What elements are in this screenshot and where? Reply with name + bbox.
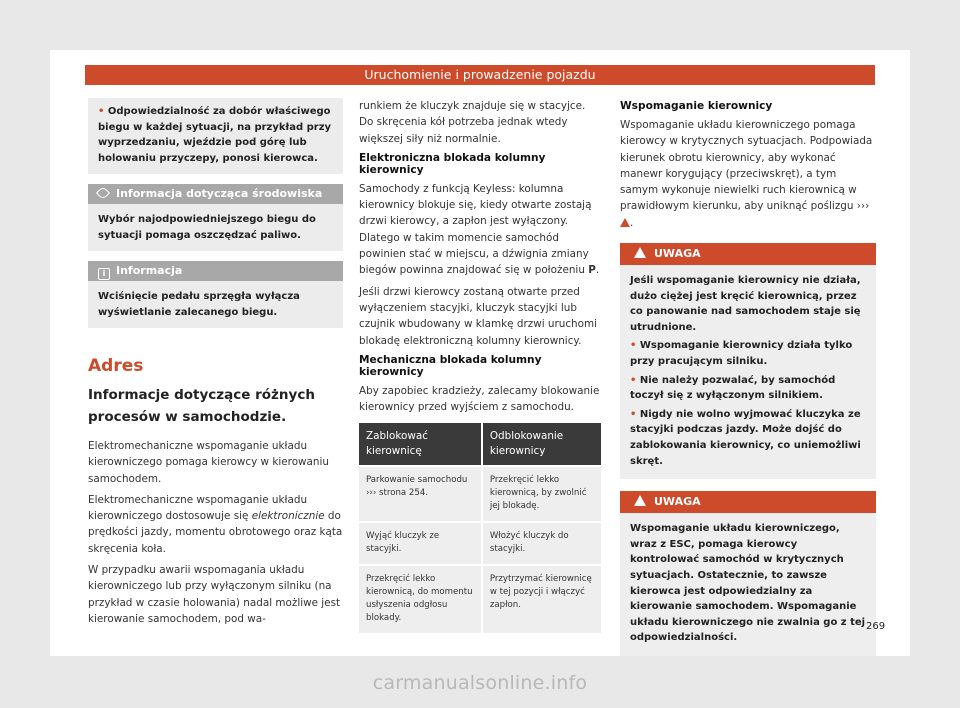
page-number: 269 bbox=[866, 621, 886, 632]
bullet: • bbox=[98, 106, 105, 117]
warning-title: UWAGA bbox=[654, 495, 701, 509]
page-header: Uruchomienie i prowadzenie pojazdu bbox=[85, 65, 875, 85]
warning-box bbox=[620, 491, 876, 656]
subheading: Wspomaganie kierownicy bbox=[620, 100, 773, 112]
paragraph: W przypadku awarii wspomagania układu kierowniczego lub przy wyłączonym silniku (na przykład w czasie holowania) nadal możliwe jest kierowanie samochodem, pod wa- bbox=[88, 564, 341, 625]
list-item: • Wspomaganie kierownicy działa tylko przy pracującym silniku. bbox=[630, 340, 853, 368]
subheading: Mechaniczna blokada kolumny kierownicy bbox=[359, 353, 542, 378]
table-cell: Przekręcić lekko kierownicą, do momentu usłyszenia odgłosu blokady. bbox=[359, 565, 482, 633]
table-row bbox=[359, 565, 601, 633]
table-header: Odblokowanie kierownicy bbox=[482, 423, 601, 466]
warning-title: UWAGA bbox=[654, 247, 701, 261]
responsibility-text: Odpowiedzialność za dobór właściwego biegu w każdej sytuacji, na przykład przy wyprzedzaniu, wjeździe pod górę lub holowaniu przyczepy, ponosi kierowca. bbox=[98, 106, 332, 164]
environment-text: Wybór najodpowiedniejszego biegu do sytuacji pomaga oszczędzać paliwo. bbox=[98, 214, 316, 241]
column-3 bbox=[620, 98, 876, 668]
column-2 bbox=[359, 98, 601, 633]
steering-lock-table bbox=[359, 423, 601, 633]
table-row bbox=[359, 522, 601, 565]
leaf-icon bbox=[96, 186, 110, 200]
environment-title: Informacja dotycząca środowiska bbox=[116, 187, 323, 200]
paragraph: Wspomaganie układu kierowniczego pomaga kierowcy w krytycznych sytuacjach. Podpowiada kierunek obrotu kierownicy, aby wykonać manewr korygujący (przeciwskręt), a tym samym wykonuje niewielki ruch kierownicą w prawidłowym kierunku, aby uniknąć poślizgu ››› . bbox=[620, 119, 873, 229]
warning-icon bbox=[634, 247, 646, 258]
table-cell: Przytrzymać kierownicę w tej pozycji i włączyć zapłon. bbox=[482, 565, 601, 633]
warning-text: Jeśli wspomaganie kierownicy nie działa, dużo ciężej jest kręcić kierownicą, przez co panowanie nad samochodem staje się utrudnione. bbox=[630, 275, 861, 333]
info-box bbox=[88, 261, 343, 328]
warning-box bbox=[620, 243, 876, 479]
table-cell: Wyjąć kluczyk ze stacyjki. bbox=[359, 522, 482, 565]
info-icon: i bbox=[98, 268, 110, 280]
table-cell: Parkowanie samochodu ››› strona 254. bbox=[359, 466, 482, 522]
environment-box bbox=[88, 184, 343, 251]
paragraph: Elektromechaniczne wspomaganie układu kierowniczego pomaga kierowcy w kierowaniu samochodem. bbox=[88, 440, 329, 485]
warning-icon bbox=[634, 495, 646, 506]
watermark: carmanualsonline.info bbox=[372, 672, 588, 694]
emphasis: elektronicznie bbox=[251, 510, 325, 523]
paragraph: Aby zapobiec kradzieży, zalecamy blokowanie kierownicy przed wyjściem z samochodu. bbox=[359, 384, 600, 414]
list-item: • Nigdy nie wolno wyjmować kluczyka ze stacyjki podczas jazdy. Może dojść do zablokowania kierownicy, co uniemożliwi skręt. bbox=[630, 408, 861, 467]
list-item: • Nie należy pozwalać, by samochód toczył się z wyłączonym silnikiem. bbox=[630, 374, 836, 402]
table-header-row bbox=[359, 423, 601, 466]
paragraph: Samochody z funkcją Keyless: kolumna kierownicy blokuje się, kiedy otwarte zostają drzwi kierowcy, a zapłon jest wyłączony. Dlatego w takim momencie samochód powinien stać w miejscu, a dźwignia zmiany biegów powinna znajdować się w położeniu P. bbox=[359, 182, 600, 277]
paragraph: runkiem że kluczyk znajduje się w stacyjce. Do skręcenia kół potrzeba jednak wtedy większej siły niż normalnie. bbox=[359, 100, 586, 145]
info-text: Wciśnięcie pedału sprzęgła wyłącza wyświetlanie zalecanego biegu. bbox=[98, 291, 300, 318]
table-cell: Przekręcić lekko kierownicą, by zwolnić jej blokadę. bbox=[482, 466, 601, 522]
info-title: Informacja bbox=[116, 264, 183, 277]
warning-icon bbox=[620, 218, 630, 227]
table-cell: Włożyć kluczyk do stacyjki. bbox=[482, 522, 601, 565]
paragraph: Elektromechaniczne wspomaganie układu kierowniczego dostosowuje się elektronicznie do prędkości jazdy, momentu obrotowego oraz kąta skręcenia koła. bbox=[88, 493, 343, 555]
column-1 bbox=[88, 98, 343, 632]
gear-position: P bbox=[588, 264, 596, 277]
table-header: Zablokować kierownicę bbox=[359, 423, 482, 466]
section-heading: Informacje dotyczące różnych procesów w samochodzie. bbox=[88, 387, 315, 425]
responsibility-box bbox=[88, 98, 343, 174]
section-title: Adres bbox=[88, 356, 144, 376]
warning-text: Wspomaganie układu kierowniczego, wraz z ESC, pomaga kierowcy kontrolować samochód w krytycznych sytuacjach. Ostatecznie, to zawsze kierowca jest odpowiedzialny za kierowanie samochodem. Wspomaganie układu kierowniczego nie zwalnia go z tej odpowiedzialności. bbox=[630, 523, 866, 644]
table-row bbox=[359, 466, 601, 522]
subheading: Elektroniczna blokada kolumny kierownicy bbox=[359, 151, 546, 176]
paragraph: Jeśli drzwi kierowcy zostaną otwarte przed wyłączeniem stacyjki, kluczyk stacyjki lub czujnik wbudowany w klamkę drzwi uruchomi blokadę elektroniczną kolumny kierownicy. bbox=[359, 285, 597, 347]
